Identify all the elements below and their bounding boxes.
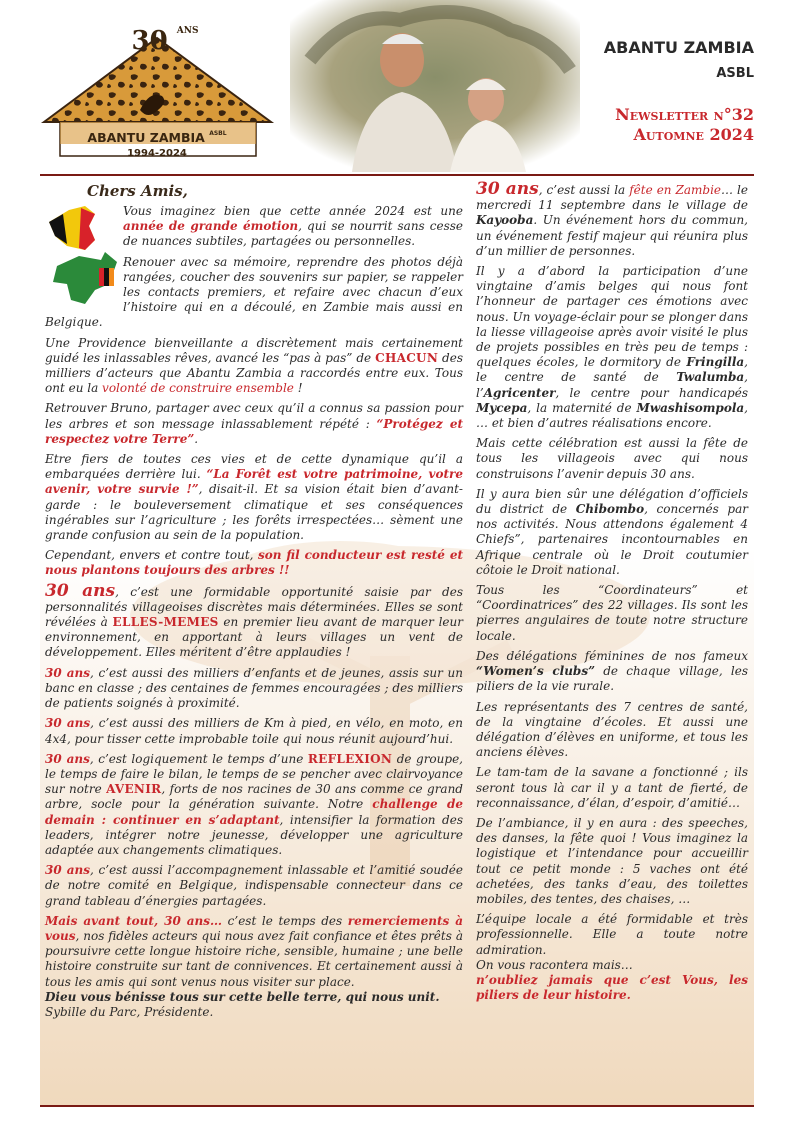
coordinators-paragraph: Tous les “Coordinateurs” et “Coordinatrices” des 22 villages. Ils sont les pierres angulaires de toute notre structure locale.	[476, 583, 748, 643]
reflexion-paragraph: 30 ans, c’est logiquement le temps d’une REFLEXION de groupe, le temps de faire le bilan, le temps de se pencher avec clairvoyance sur notre AVENIR, forts de nos racines de 30 ans comme ce grand arbre, socle pour la génération suivante. Notre challenge de demain : continuer en s’adaptant, intensifier la formation des leaders, intégrer notre jeunesse, développer une agriculture adaptée aux changements climatiques.	[45, 751, 463, 857]
signature: Sybille du Parc, Présidente.	[45, 1004, 214, 1019]
header	[0, 0, 794, 172]
team-paragraph: L’équipe locale a été formidable et très professionnelle. Elle a toute notre admiration.	[476, 912, 748, 957]
officials-paragraph: Il y aura bien sûr une délégation d’officiels du district de Chibombo, concernés par nos activités. Nous attendons également 4 Chiefs”, partenaires incontournables en Afrique centrale où le Droit coutumier côtoie le Droit national.	[476, 486, 748, 577]
km-paragraph: 30 ans, c’est aussi des milliers de Km à pied, en vélo, en moto, en 4x4, pour tisser cette improbable toile qui nous réunit aujourd’hui.	[45, 716, 463, 746]
salutation: Chers Amis,	[87, 182, 188, 200]
org-name: ABANTU ZAMBIA	[603, 38, 754, 57]
memory-paragraph: Renouer avec sa mémoire, reprendre des photos déjà rangées, coucher des souvenirs sur papier, se rappeler les contacts premiers, et refaire avec chacun d’eux l’histoire qui en a découlé, en Zambie mais aussi en Belgique.	[45, 254, 463, 330]
logo-30-years: 30 $^{ANS}$	[131, 26, 199, 56]
logo-years: 1994-2024	[127, 148, 187, 159]
ambiance-paragraph: De l’ambiance, il y en aura : des speeches, des danses, la fête quoi ! Vous imaginez la logistique et l’intendance pour accueillir tout ce petit monde : 5 vaches ont été achetées, des tanks d’eau, des toilettes mobiles, des tentes, des chaises, …	[476, 815, 748, 906]
tam-tam-paragraph: Le tam-tam de la savane a fonctionné ; ils seront tous là car il y a tant de fierté, de reconnaissance, d’élan, d’espoir, d’amitié…	[476, 765, 748, 810]
header-right	[604, 38, 754, 144]
committee-paragraph: 30 ans, c’est aussi l’accompagnement inlassable et l’amitié soudée de notre comité en Belgique, indispensable connecteur dans ce grand tableau d’énergies partagées.	[45, 863, 463, 908]
womens-clubs-paragraph: Des délégations féminines de nos fameux “Women’s clubs” de chaque village, les piliers de la vie rurale.	[476, 648, 748, 694]
belgium-zambia-flag-maps	[45, 204, 119, 310]
content-frame	[40, 174, 754, 1107]
visitors-paragraph: Il y a d’abord la participation d’une vingtaine d’amis belges qui nous font l’honneur de partager ces émotions avec nous. Un voyage-éclair pour se plonger dans la liesse villageoise après avoir visité le plus de projets possibles en très peu de temps : quelques écoles, le dormitory de Fringilla, le centre de santé de Twalumba, l’Agricenter, le centre pour handicapés Mycepa, la maternité de Mwashisompola, … et bien d’autres réalisations encore.	[476, 264, 748, 431]
left-column	[45, 182, 463, 1019]
fete-paragraph: 30 ans, c’est aussi la fête en Zambie… le mercredi 11 septembre dans le village de Kayooba. Un événement hors du commun, un événement festif majeur qui réunira plus d’un millier de personnes.	[476, 179, 748, 258]
intro-paragraph: Vous imaginez bien que cette année 2024 est une année de grande émotion, qui se nourrit sans cesse de nuances subtiles, partagées ou personnelles.	[123, 204, 463, 249]
thanks-paragraph: Mais avant tout, 30 ans… c’est le temps des remerciements à vous, nos fidèles acteurs qui nous avez fait confiance et êtes prêts à poursuivre cette longue histoire riche, sensible, humaine ; une belle histoire construite sur tant de connivences. Et certainement aussi à tous les amis qui sont venus nous visiter sur place.	[45, 913, 464, 989]
celebration-paragraph: Mais cette célébration est aussi la fête de tous les villageois avec qui nous construisons l’avenir depuis 30 ans.	[476, 436, 748, 481]
tell-you-line: On vous racontera mais…	[476, 957, 633, 972]
bruno-paragraph: Retrouver Bruno, partager avec ceux qu’il a connus sa passion pour les arbres et son message inlassablement répété : “Protégez et respectez votre Terre”.	[45, 401, 463, 446]
org-asbl: ASBL	[716, 66, 754, 81]
blessing-line: Dieu vous bénisse tous sur cette belle terre, qui nous unit.	[45, 989, 440, 1004]
providence-paragraph: Une Providence bienveillante a discrètement mais certainement guidé les inlassables rêves, avancé les “pas à pas” de CHACUN des milliers d’acteurs que Abantu Zambia a raccordés entre eux. Tous ont eu la volonté de construire ensemble !	[45, 335, 463, 396]
logo-name: ABANTU ZAMBIA $^{ASBL}$	[87, 130, 227, 145]
abantu-logo	[40, 18, 275, 168]
opportunity-paragraph: 30 ans, c’est une formidable opportunité saisie par des personnalités villageoises discrètes mais déterminées. Elles se sont révélées à ELLES-MEMES en premier lieu avant de marquer leur environnement, en apportant à leurs villages un vent de développement. Elles méritent d’être applaudies !	[45, 580, 463, 660]
newsletter-number: Newsletter n°32	[615, 105, 754, 124]
children-paragraph: 30 ans, c’est aussi des milliers d’enfants et de jeunes, assis sur un banc en classe ; des centaines de femmes encouragées ; des milliers de patients soignés à proximité.	[45, 665, 463, 711]
right-column	[476, 179, 748, 1003]
trees-paragraph: Cependant, envers et contre tout, son fil conducteur est resté et nous plantons toujours des arbres !!	[45, 548, 463, 578]
founders-photo	[290, 0, 580, 172]
forest-paragraph: Etre fiers de toutes ces vies et de cette dynamique qu’il a embarquées derrière lui. “La Forêt est votre patrimoine, votre avenir, votre survie !”, disait-il. Et sa vision était bien d’avant-garde : le bouleversement climatique et ses conséquences ingérables sur l’agriculture ; les forêts irrespectées… sèment une grande confusion au sein de la population.	[45, 452, 463, 543]
health-centres-paragraph: Les représentants des 7 centres de santé, de la vingtaine d’écoles. Et aussi une délégation d’élèves en uniforme, et tous les anciens élèves.	[476, 699, 748, 760]
closing-line: n’oubliez jamais que c’est Vous, les piliers de leur histoire.	[476, 972, 748, 1003]
newsletter-season: Automne 2024	[633, 125, 754, 144]
